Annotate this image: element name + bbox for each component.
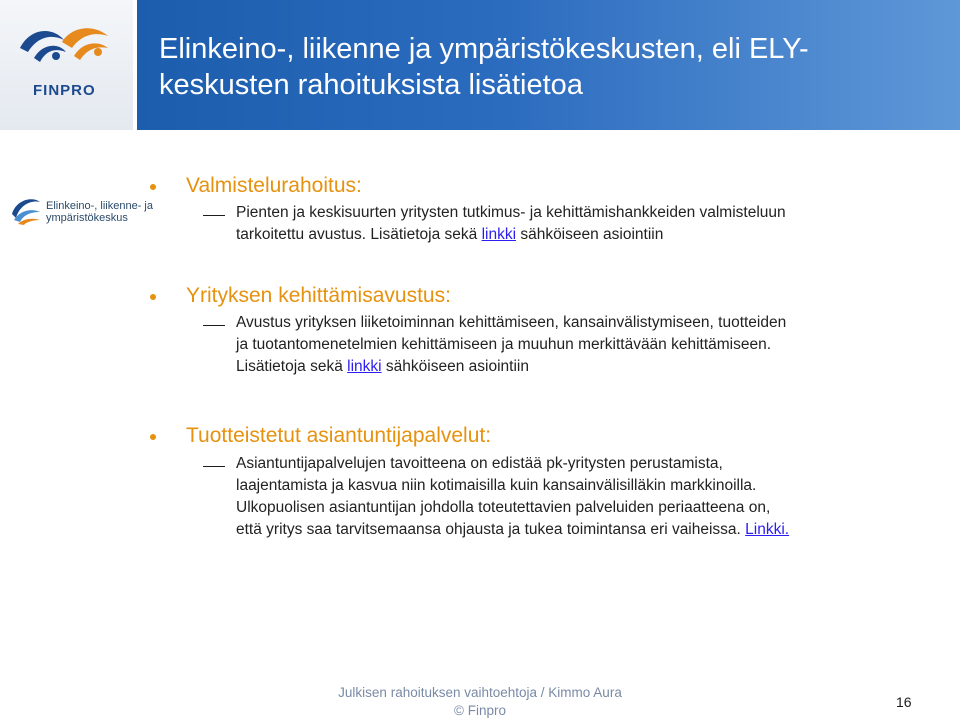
body-line: Ulkopuolisen asiantuntijan johdolla toteutettavien palveluiden periaatteena on,	[236, 499, 771, 516]
body-line	[236, 356, 786, 378]
footer-line2: © Finpro	[454, 703, 506, 718]
dash-marker	[203, 325, 225, 326]
section-body	[236, 202, 786, 246]
body-text: sähköiseen asiointiin	[381, 358, 529, 375]
page-title-line2: keskusten rahoituksista lisätietoa	[159, 69, 583, 101]
page-title	[159, 31, 949, 103]
header-band	[137, 0, 960, 130]
footer	[300, 684, 660, 720]
dash-marker	[203, 466, 225, 467]
body-line: Avustus yrityksen liiketoiminnan kehittämiseen, kansainvälistymiseen, tuotteiden	[236, 314, 787, 331]
dash-marker	[203, 215, 225, 216]
body-line: laajentamista ja kasvua niin kotimaisilla kuin kansainvälisilläkin markkinoilla.	[236, 477, 757, 494]
finpro-logo	[0, 0, 133, 130]
ely-logo-line1: Elinkeino-, liikenne- ja	[46, 200, 153, 212]
body-text: sähköiseen asiointiin	[516, 226, 664, 243]
link-asiointi-1[interactable]: linkki	[481, 226, 517, 243]
bullet-dot	[150, 434, 156, 440]
finpro-wordmark: FINPRO	[33, 82, 96, 99]
page-title-line1: Elinkeino-, liikenne ja ympäristökeskusten, eli ELY-	[159, 33, 809, 65]
section-title: Yrityksen kehittämisavustus:	[186, 284, 451, 307]
body-text: Lisätietoja sekä	[236, 358, 348, 375]
body-line: Asiantuntijapalvelujen tavoitteena on edistää pk-yritysten perustamista,	[236, 455, 723, 472]
body-line	[236, 224, 786, 246]
section-title: Valmistelurahoitus:	[186, 174, 362, 197]
body-text: tarkoitettu avustus. Lisätietoja sekä	[236, 226, 482, 243]
ely-wave-logo-icon	[10, 194, 42, 226]
bullet-dot	[150, 294, 156, 300]
body-text: että yritys saa tarvitsemaansa ohjausta ja tukea toimintansa eri vaiheissa.	[236, 521, 746, 538]
link-lisatietoa[interactable]: Linkki.	[745, 521, 790, 538]
section-body	[236, 312, 786, 378]
link-asiointi-2[interactable]: linkki	[347, 358, 382, 375]
body-line: ja tuotantomenetelmien kehittämiseen ja muuhun merkittävään kehittämiseen.	[236, 336, 772, 353]
section-title: Tuotteistetut asiantuntijapalvelut:	[186, 424, 492, 447]
ely-logo-line2: ympäristökeskus	[46, 212, 128, 224]
section-body	[236, 453, 789, 541]
footer-line1: Julkisen rahoituksen vaihtoehtoja / Kimmo Aura	[338, 685, 622, 700]
body-line: Pienten ja keskisuurten yritysten tutkimus- ja kehittämishankkeiden valmisteluun	[236, 204, 786, 221]
ely-logo	[10, 192, 153, 228]
page-number: 16	[896, 694, 912, 710]
bullet-dot	[150, 184, 156, 190]
finpro-birds-logo-icon	[12, 18, 122, 78]
body-line	[236, 519, 789, 541]
